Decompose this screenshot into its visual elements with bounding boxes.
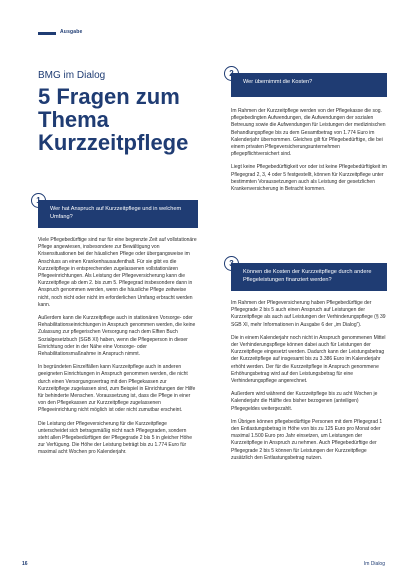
answer-1-paragraph: Die Leistung der Pflegeversicherung für die Kurzzeitpflege unterscheidet sich betragsmäßig nicht nach Pflegegraden, sondern steht allen Pflegebedürftigen der Pflegegrade 2 bis 5 in gleicher Höhe zur Verfügung. Die Höhe der Leistung beträgt bis zu 1.774 Euro für maximal acht Wochen pro Kalenderjahr. — [38, 420, 192, 456]
answer-3-paragraph: Außerdem wird während der Kurzzeitpflege bis zu acht Wochen je Kalenderjahr die Hälfte des bisher bezogenen (anteiligen) Pflegegeldes weitergezahlt. — [231, 391, 378, 412]
question-text-1: Wer hat Anspruch auf Kurzzeitpflege und in welchem Umfang? — [50, 206, 182, 220]
answer-2-paragraph: Im Rahmen der Kurzzeitpflege werden von der Pflegekasse die sog. pflegebedingten Aufwendungen, die Aufwendungen der sozialen Betreuung sowie die Aufwendungen für Leistungen der medizinischen Behandlungspflege bis zu dem Gesamtbetrag von 1.774 Euro im Kalenderjahr übernommen. Gleiches gilt für Pflegebedürftige, die bei einem privaten Pflegeversicherungsunternehmen pflegepflichtversichert sind. — [231, 108, 386, 158]
answer-1-paragraph: Viele Pflegebedürftige sind nur für eine begrenzte Zeit auf vollstationäre Pflege angewiesen, insbesondere zur Bewältigung von Krisensituationen bei der häuslichen Pflege oder übergangsweise im Anschluss an einen Krankenhausaufenthalt. Für sie gibt es die Kurzzeitpflege in entsprechenden zugelassenen vollstationären Pflegeeinrichtungen. Als Leistung der Pflegeversicherung kann die Kurzzeitpflege ab dem 2. bis zum 5. Pflegegrad insbesondere dann in Anspruch genommen werden, wenn die häusliche Pflege zeitweise nicht, noch nicht oder nicht im erforderlichen Umfang erbracht werden kann. — [38, 237, 197, 308]
question-box-2 — [231, 73, 387, 97]
answer-1 — [38, 237, 198, 463]
page-title: 5 Fragen zum Thema Kurzzeitpflege — [38, 84, 189, 155]
answer-2-paragraph: Liegt keine Pflegebedürftigkeit vor oder ist keine Pflegebedürftigkeit im Pflegegrad 2, 3, 4 oder 5 festgestellt, können für Kurzzeitpflege unter bestimmten Voraussetzungen auch als Leistung der gesetzlichen Krankenversicherung in Betracht kommen. — [231, 164, 387, 193]
question-text-3: Können die Kosten der Kurzzeitpflege durch andere Pflegeleistungen finanziert werden? — [243, 269, 372, 283]
intro — [38, 70, 198, 154]
answer-1-paragraph: In begründeten Einzelfällen kann Kurzzeitpflege auch in anderen geeigneten Einrichtungen in Anspruch genommen werden, die nicht durch einen Versorgungsvertrag mit den Pflegekassen zur Kurzzeitpflege zugelassen sind, zum Beispiel in Einrichtungen der Hilfe für behinderte Menschen. Voraussetzung ist, dass die Pflege in einer von den Pflegekassen zur Kurzzeitpflege zugelassenen Pflegeeinrichtung nicht möglich ist oder nicht zumutbar erscheint. — [38, 364, 196, 414]
answer-1-paragraph: Außerdem kann die Kurzzeitpflege auch in stationären Vorsorge- oder Rehabilitationseinrichtungen in Anspruch genommen werden, die keine Zulassung zur pflegerischen Versorgung nach dem Elften Buch Sozialgesetzbuch (SGB XI) haben, wenn die Pflegeperson in dieser Einrichtung oder in der Nähe eine Vorsorge- oder Rehabilitationsmaßnahme in Anspruch nimmt. — [38, 315, 196, 358]
question-text-2: Wer übernimmt die Kosten? — [243, 79, 313, 85]
answer-3 — [231, 300, 387, 468]
answer-3-paragraph: Im Rahmen der Pflegeversicherung haben Pflegebedürftige der Pflegegrade 2 bis 5 auch einen Anspruch auf Leistungen der Kurzzeitpflege als auch auf Leistungen der Verhinderungspflege (§ 39 SGB XI, mehr Informationen in Ausgabe 6 der „im Dialog“). — [231, 300, 386, 328]
eyebrow: BMG im Dialog — [38, 70, 106, 81]
answer-3-paragraph: Im Übrigen können pflegebedürftige Personen mit dem Pflegegrad 1 den Entlastungsbetrag in Höhe von bis zu 125 Euro pro Monat oder maximal 1.500 Euro pro Jahr einsetzen, um Leistungen der Kurzzeitpflege in Anspruch zu nehmen. Auch Pflegebedürftige der Pflegegrade 2 bis 5 können für Leistungen der Kurzzeitpflege zusätzlich den Entlastungsbetrag nutzen. — [231, 418, 383, 461]
answer-2 — [231, 108, 387, 199]
answer-3-paragraph: Die in einem Kalenderjahr noch nicht in Anspruch genommenen Mittel der Verhinderungspflege können dabei auch für Leistungen der Kurzzeitpflege eingesetzt werden. Dadurch kann der Leistungsbetrag der Kurzzeitpflege auf insgesamt bis zu 3.386 Euro im Kalenderjahr erhöht werden. Der für die Kurzzeitpflege in Anspruch genommene Erhöhungsbetrag wird auf den Leistungsbetrag für eine Verhinderungspflege angerechnet. — [231, 334, 386, 385]
section-label: Ausgabe — [60, 29, 83, 35]
question-box-3 — [231, 263, 387, 291]
magazine-name: Im Dialog — [363, 561, 385, 567]
header-rule — [38, 32, 56, 35]
page-number: 16 — [22, 561, 28, 567]
question-box-1 — [38, 200, 198, 228]
